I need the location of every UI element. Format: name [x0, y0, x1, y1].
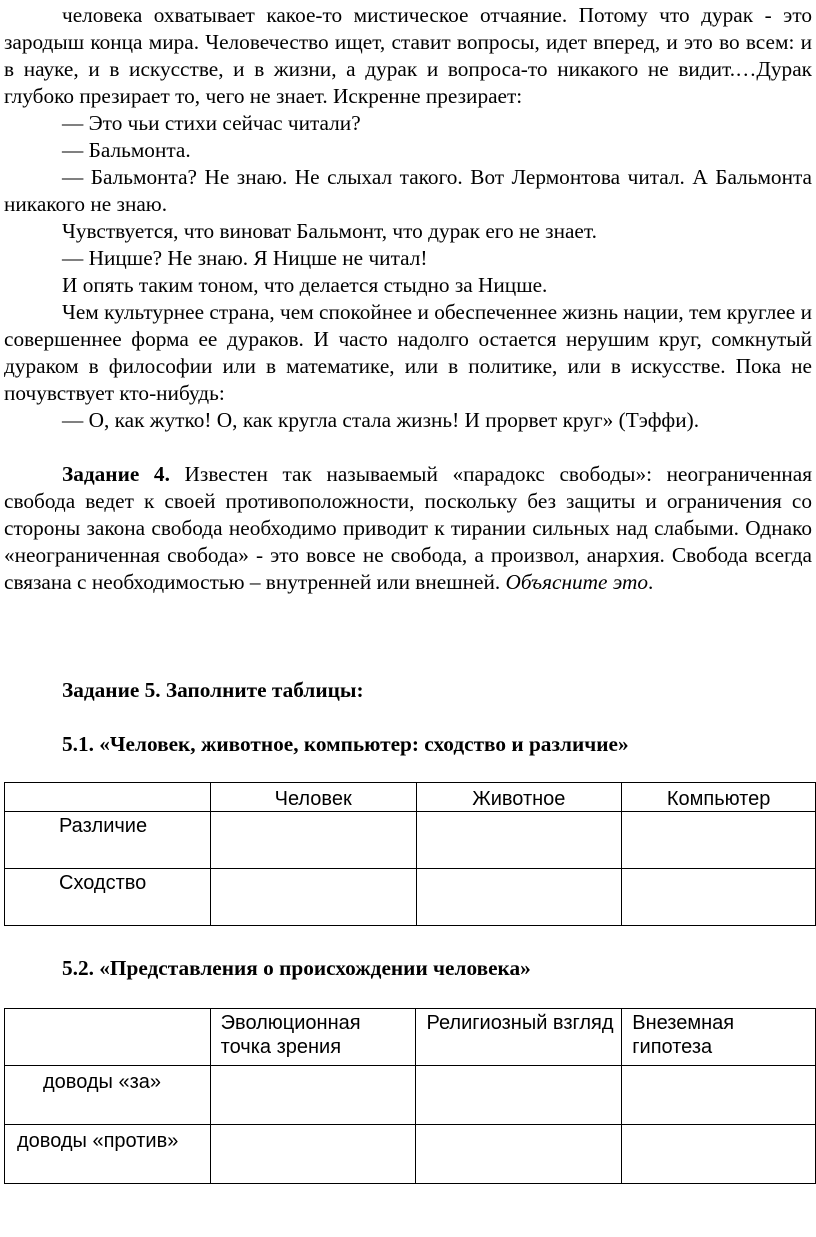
table-cell: [210, 1066, 416, 1125]
row-label: доводы «против»: [5, 1125, 211, 1184]
text-paragraph: Чувствуется, что виноват Бальмонт, что дурак его не знает.: [62, 219, 597, 243]
row-label: Различие: [5, 812, 211, 869]
table-row: [5, 1066, 816, 1125]
table-cell: [622, 812, 816, 869]
dialogue-line: — Это чьи стихи сейчас читали?: [62, 111, 361, 135]
dialogue-line: — О, как жутко! О, как кругла стала жизнь! И прорвет круг» (Тэффи).: [62, 408, 700, 432]
table-header-cell: Животное: [416, 783, 622, 812]
table-header-row: [5, 783, 816, 812]
table-cell: [416, 1066, 622, 1125]
table-header-cell: Религиозный взгляд: [416, 1009, 622, 1066]
task5-heading: Задание 5. Заполните таблицы:: [62, 678, 364, 702]
origin-table: [4, 1008, 816, 1184]
table-header-cell: Эволюционная точка зрения: [210, 1009, 416, 1066]
table-row: [5, 812, 816, 869]
table-cell: [416, 812, 622, 869]
row-label: Сходство: [5, 869, 211, 926]
task4-instruction: Объясните это: [505, 570, 648, 594]
task4-text: Известен так называемый «парадокс свободы»: неограниченная свобода ведет к своей противоположности, поскольку без защиты и ограничения со стороны закона свобода необходимо приводит к тирании сильных над слабыми. Однако «неограниченная свобода» - это вовсе не свобода, а произвол, анархия. Свобода всегда связана с необходимостью – внутренней или внешней.: [4, 462, 812, 594]
dialogue-line: — Ницше? Не знаю. Я Ницше не читал!: [62, 246, 428, 270]
table-cell: [622, 1125, 816, 1184]
table-cell: [416, 1125, 622, 1184]
dialogue-line: — Бальмонта? Не знаю. Не слыхал такого. Вот Лермонтова читал. А Бальмонта никакого не знаю.: [4, 165, 812, 216]
table-header-cell: [5, 1009, 211, 1066]
row-label: доводы «за»: [5, 1066, 211, 1125]
table1-title: 5.1. «Человек, животное, компьютер: сходство и различие»: [62, 732, 629, 756]
table-header-cell: [5, 783, 211, 812]
table-cell: [210, 1125, 416, 1184]
dialogue-line: — Бальмонта.: [62, 138, 191, 162]
table2-title: 5.2. «Представления о происхождении человека»: [62, 956, 531, 980]
table-cell: [210, 812, 416, 869]
table-header-cell: Компьютер: [622, 783, 816, 812]
table-cell: [622, 869, 816, 926]
text-paragraph: И опять таким тоном, что делается стыдно за Ницше.: [62, 273, 548, 297]
comparison-table: [4, 782, 816, 926]
table-header-row: [5, 1009, 816, 1066]
table-cell: [210, 869, 416, 926]
text-paragraph: человека охватывает какое-то мистическое отчаяние. Потому что дурак - это зародыш конца мира. Человечество ищет, ставит вопросы, идет вперед, и это во всем: и в науке, и в искусстве, и в жизни, а дурак и вопроса-то никакого не видит.…Дурак глубоко презирает то, чего не знает. Искренне презирает:: [4, 3, 812, 108]
task4-label: Задание 4.: [62, 462, 170, 486]
table-row: [5, 1125, 816, 1184]
table-cell: [622, 1066, 816, 1125]
text-paragraph: Чем культурнее страна, чем спокойнее и обеспеченнее жизнь нации, тем круглее и совершеннее форма ее дураков. И часто надолго остается нерушим круг, сомкнутый дураком в философии или в математике, или в политике, или в искусстве. Пока не почувствует кто-нибудь:: [4, 300, 812, 405]
table-header-cell: Человек: [210, 783, 416, 812]
table-row: [5, 869, 816, 926]
table-cell: [416, 869, 622, 926]
task4-paragraph: Задание 4. Известен так называемый «парадокс свободы»: неограниченная свобода ведет к своей противоположности, поскольку без защиты и ограничения со стороны закона свобода необходимо приводит к тирании сильных над слабыми. Однако «неограниченная свобода» - это вовсе не свобода, а произвол, анархия. Свобода всегда связана с необходимостью – внутренней или внешней. Объясните это.: [4, 462, 812, 594]
table-header-cell: Внеземная гипотеза: [622, 1009, 816, 1066]
